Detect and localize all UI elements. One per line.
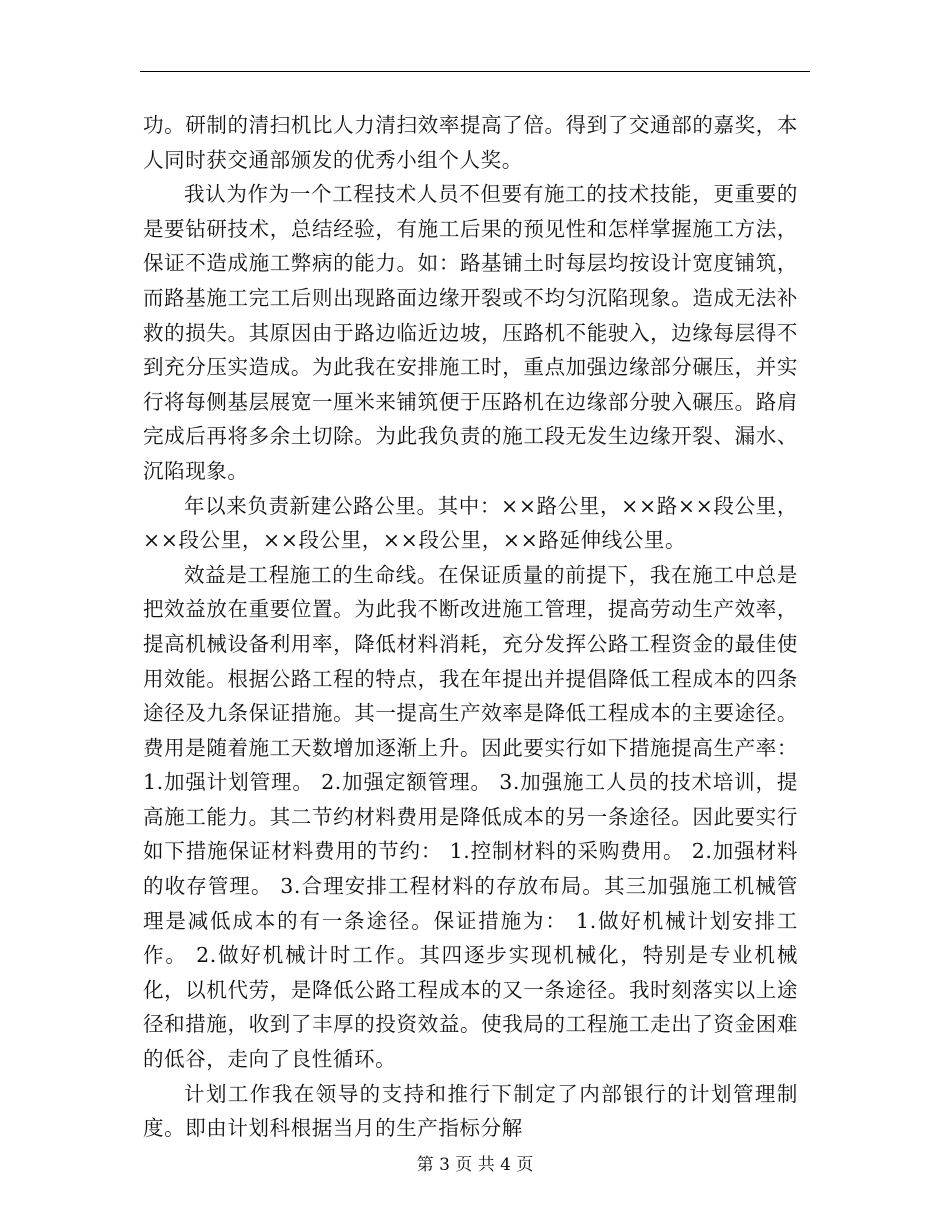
paragraph-4: 效益是工程施工的生命线。在保证质量的前提下，我在施工中总是把效益放在重要位置。为此我不断改进施工管理，提高劳动生产效率，提高机械设备利用率，降低材料消耗，充分发挥公路工程资金的最佳使用效能。根据公路工程的特点，我在年提出并提倡降低工程成本的四条途径及九条保证措施。其一提高生产效率是降低工程成本的主要途径。费用是随着施工天数增加逐渐上升。因此要实行如下措施提高生产率： 1.加强计划管理。 2.加强定额管理。 3.加强施工人员的技术培训，提高施工能力。其二节约材料费用是降低成本的另一条途径。因此要实行如下措施保证材料费用的节约： 1.控制材料的采购费用。 2.加强材料的收存管理。 3.合理安排工程材料的存放布局。其三加强施工机械管理是减低成本的有一条途径。保证措施为： 1.做好机械计划安排工作。 2.做好机械计时工作。其四逐步实现机械化，特别是专业机械化，以机代劳，是降低公路工程成本的又一条途径。我时刻落实以上途径和措施，收到了丰厚的投资效益。使我局的工程施工走出了资金困难的低谷，走向了良性循环。: [143, 562, 798, 1072]
header-divider: [140, 71, 810, 72]
paragraph-1: 功。研制的清扫机比人力清扫效率提高了倍。得到了交通部的嘉奖，本人同时获交通部颁发的优秀小组个人奖。: [143, 113, 798, 172]
paragraph-5: 计划工作我在领导的支持和推行下制定了内部银行的计划管理制度。即由计划科根据当月的生产指标分解: [143, 1081, 798, 1141]
paragraph-3: 年以来负责新建公路公里。其中：××路公里，××路××段公里，××段公里，××段公里，××段公里，××路延伸线公里。: [143, 493, 798, 553]
document-body: [143, 108, 798, 1146]
paragraph-2: 我认为作为一个工程技术人员不但要有施工的技术技能，更重要的是要钻研技术，总结经验，有施工后果的预见性和怎样掌握施工方法，保证不造成施工弊病的能力。如：路基铺土时每层均按设计宽度铺筑，而路基施工完工后则出现路面边缘开裂或不均匀沉陷现象。造成无法补救的损失。其原因由于路边临近边坡，压路机不能驶入，边缘每层得不到充分压实造成。为此我在安排施工时，重点加强边缘部分碾压，并实行将每侧基层展宽一厘米来铺筑便于压路机在边缘部分驶入碾压。路肩完成后再将多余土切除。为此我负责的施工段无发生边缘开裂、漏水、沉陷现象。: [143, 182, 798, 483]
page-number-footer: 第 3 页 共 4 页: [416, 1155, 534, 1175]
